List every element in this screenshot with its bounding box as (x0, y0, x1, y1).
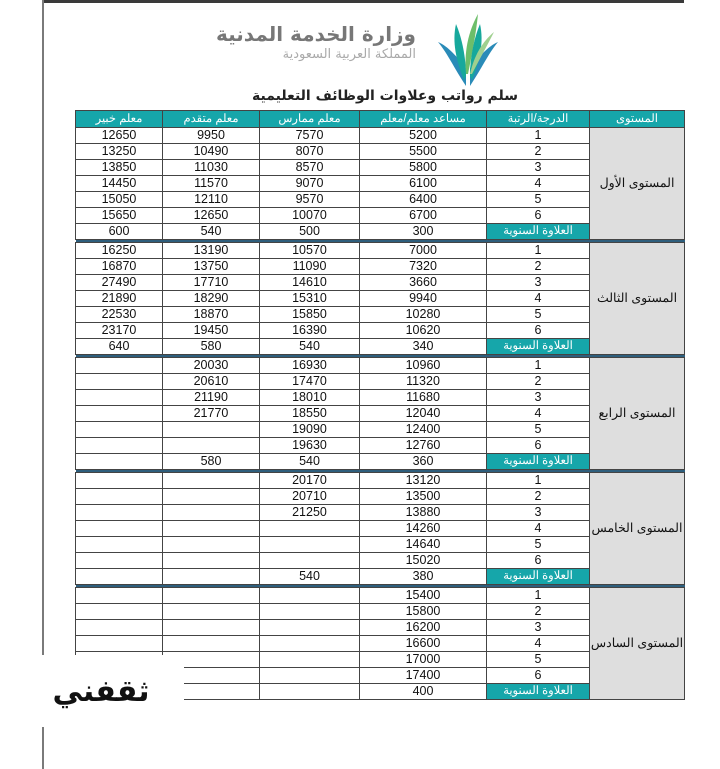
grade-cell: 1 (487, 473, 590, 489)
salary-cell (163, 473, 260, 489)
salary-cell: 6400 (360, 192, 487, 208)
grade-cell: 6 (487, 668, 590, 684)
salary-cell (76, 521, 163, 537)
annual-allowance-cell (76, 454, 163, 470)
annual-allowance-cell: 500 (260, 224, 360, 240)
grade-cell: 2 (487, 604, 590, 620)
grade-cell: 2 (487, 374, 590, 390)
salary-cell: 3660 (360, 275, 487, 291)
table-row (76, 128, 685, 144)
salary-cell: 10960 (360, 358, 487, 374)
grade-cell: 6 (487, 553, 590, 569)
salary-cell: 16390 (260, 323, 360, 339)
salary-cell (76, 473, 163, 489)
salary-cell: 22530 (76, 307, 163, 323)
annual-allowance-label: العلاوة السنوية (487, 339, 590, 355)
salary-cell (76, 358, 163, 374)
salary-cell (76, 537, 163, 553)
salary-cell: 16870 (76, 259, 163, 275)
salary-cell (76, 422, 163, 438)
grade-cell: 6 (487, 438, 590, 454)
salary-cell (260, 668, 360, 684)
salary-cell (76, 620, 163, 636)
salary-cell: 17710 (163, 275, 260, 291)
level-name-cell: المستوى الخامس (590, 473, 685, 585)
annual-allowance-cell: 300 (360, 224, 487, 240)
salary-cell: 10280 (360, 307, 487, 323)
salary-cell: 12110 (163, 192, 260, 208)
salary-cell: 11680 (360, 390, 487, 406)
grade-cell: 5 (487, 422, 590, 438)
salary-cell: 8570 (260, 160, 360, 176)
salary-cell (76, 588, 163, 604)
watermark-logo: ثقفني (18, 655, 184, 727)
salary-cell (163, 438, 260, 454)
salary-cell: 11320 (360, 374, 487, 390)
salary-cell: 15650 (76, 208, 163, 224)
kingdom-name: المملكة العربية السعودية (282, 47, 416, 62)
salary-cell: 14450 (76, 176, 163, 192)
salary-cell: 20610 (163, 374, 260, 390)
table-row (76, 243, 685, 259)
header-grade: الدرجة/الرتبة (487, 111, 590, 128)
salary-cell (260, 553, 360, 569)
salary-cell: 12650 (163, 208, 260, 224)
annual-allowance-label: العلاوة السنوية (487, 569, 590, 585)
table-row (76, 358, 685, 374)
salary-cell: 10620 (360, 323, 487, 339)
salary-cell: 9070 (260, 176, 360, 192)
salary-cell: 18550 (260, 406, 360, 422)
grade-cell: 6 (487, 323, 590, 339)
annual-allowance-label: العلاوة السنوية (487, 454, 590, 470)
salary-cell (76, 374, 163, 390)
salary-cell (76, 604, 163, 620)
salary-cell: 21890 (76, 291, 163, 307)
level-name-cell: المستوى الأول (590, 128, 685, 240)
ministry-name: وزارة الخدمة المدنية (215, 22, 416, 46)
salary-cell: 12040 (360, 406, 487, 422)
salary-cell: 14640 (360, 537, 487, 553)
salary-cell: 15800 (360, 604, 487, 620)
salary-cell (163, 537, 260, 553)
salary-cell: 15310 (260, 291, 360, 307)
salary-cell (163, 620, 260, 636)
salary-cell: 19450 (163, 323, 260, 339)
salary-cell (163, 422, 260, 438)
grade-cell: 5 (487, 537, 590, 553)
grade-cell: 3 (487, 275, 590, 291)
salary-cell (260, 636, 360, 652)
table-header-row (76, 111, 685, 128)
salary-cell: 12400 (360, 422, 487, 438)
annual-allowance-cell: 340 (360, 339, 487, 355)
grade-cell: 1 (487, 128, 590, 144)
salary-cell: 13250 (76, 144, 163, 160)
salary-cell: 19090 (260, 422, 360, 438)
salary-cell (163, 636, 260, 652)
salary-cell: 9570 (260, 192, 360, 208)
salary-cell: 5500 (360, 144, 487, 160)
annual-allowance-cell (76, 569, 163, 585)
salary-cell (76, 505, 163, 521)
salary-cell: 10570 (260, 243, 360, 259)
salary-cell: 11570 (163, 176, 260, 192)
salary-cell: 6700 (360, 208, 487, 224)
salary-cell: 15850 (260, 307, 360, 323)
grade-cell: 3 (487, 505, 590, 521)
document-header (180, 8, 510, 88)
salary-cell (163, 489, 260, 505)
salary-cell (76, 553, 163, 569)
salary-cell: 15020 (360, 553, 487, 569)
salary-cell: 16200 (360, 620, 487, 636)
salary-cell: 9950 (163, 128, 260, 144)
annual-allowance-cell: 580 (163, 454, 260, 470)
grade-cell: 4 (487, 521, 590, 537)
salary-cell (163, 604, 260, 620)
header-level: المستوى (590, 111, 685, 128)
salary-cell: 17400 (360, 668, 487, 684)
level-name-cell: المستوى السادس (590, 588, 685, 700)
salary-cell: 12650 (76, 128, 163, 144)
grade-cell: 3 (487, 160, 590, 176)
salary-cell (163, 505, 260, 521)
salary-cell: 21250 (260, 505, 360, 521)
ministry-logo-icon (426, 8, 510, 92)
salary-cell: 21770 (163, 406, 260, 422)
salary-cell: 13750 (163, 259, 260, 275)
salary-cell: 13880 (360, 505, 487, 521)
salary-cell: 20030 (163, 358, 260, 374)
salary-cell: 13850 (76, 160, 163, 176)
salary-cell: 16600 (360, 636, 487, 652)
annual-allowance-cell: 380 (360, 569, 487, 585)
table-body (76, 128, 685, 700)
salary-cell: 19630 (260, 438, 360, 454)
salary-cell: 13500 (360, 489, 487, 505)
salary-cell: 7000 (360, 243, 487, 259)
salary-cell: 14610 (260, 275, 360, 291)
salary-cell: 15400 (360, 588, 487, 604)
level-name-cell: المستوى الرابع (590, 358, 685, 470)
grade-cell: 2 (487, 144, 590, 160)
salary-cell (260, 588, 360, 604)
table-row (76, 588, 685, 604)
annual-allowance-cell: 580 (163, 339, 260, 355)
table-title: سلم رواتب وعلاوات الوظائف التعليمية (252, 88, 518, 104)
salary-cell: 15050 (76, 192, 163, 208)
grade-cell: 1 (487, 243, 590, 259)
annual-allowance-cell: 540 (163, 224, 260, 240)
grade-cell: 4 (487, 406, 590, 422)
annual-allowance-cell: 540 (260, 454, 360, 470)
salary-cell: 5800 (360, 160, 487, 176)
grade-cell: 5 (487, 307, 590, 323)
left-border-line (42, 0, 44, 769)
salary-cell: 16250 (76, 243, 163, 259)
salary-cell (76, 406, 163, 422)
salary-cell: 20710 (260, 489, 360, 505)
salary-cell: 18290 (163, 291, 260, 307)
header-practitioner-teacher: معلم ممارس (260, 111, 360, 128)
salary-cell: 27490 (76, 275, 163, 291)
grade-cell: 4 (487, 636, 590, 652)
salary-cell: 17470 (260, 374, 360, 390)
salary-cell (76, 438, 163, 454)
header-expert-teacher: معلم خبير (76, 111, 163, 128)
salary-cell: 13120 (360, 473, 487, 489)
salary-cell: 23170 (76, 323, 163, 339)
salary-cell: 11090 (260, 259, 360, 275)
salary-cell: 18870 (163, 307, 260, 323)
salary-cell (260, 521, 360, 537)
grade-cell: 4 (487, 176, 590, 192)
grade-cell: 3 (487, 620, 590, 636)
salary-cell: 7570 (260, 128, 360, 144)
salary-cell (260, 620, 360, 636)
annual-allowance-cell: 540 (260, 339, 360, 355)
salary-table (75, 110, 685, 700)
salary-cell: 20170 (260, 473, 360, 489)
salary-cell: 17000 (360, 652, 487, 668)
header-advanced-teacher: معلم متقدم (163, 111, 260, 128)
salary-cell: 21190 (163, 390, 260, 406)
grade-cell: 5 (487, 652, 590, 668)
salary-cell: 7320 (360, 259, 487, 275)
annual-allowance-cell: 360 (360, 454, 487, 470)
annual-allowance-cell (163, 569, 260, 585)
salary-cell: 9940 (360, 291, 487, 307)
salary-cell (260, 652, 360, 668)
annual-allowance-cell (260, 684, 360, 700)
salary-cell: 13190 (163, 243, 260, 259)
salary-cell (76, 489, 163, 505)
salary-cell (260, 537, 360, 553)
annual-allowance-cell: 640 (76, 339, 163, 355)
grade-cell: 2 (487, 489, 590, 505)
annual-allowance-label: العلاوة السنوية (487, 224, 590, 240)
salary-cell: 18010 (260, 390, 360, 406)
annual-allowance-cell: 400 (360, 684, 487, 700)
table-row (76, 473, 685, 489)
grade-cell: 6 (487, 208, 590, 224)
salary-cell: 10490 (163, 144, 260, 160)
grade-cell: 3 (487, 390, 590, 406)
salary-cell: 5200 (360, 128, 487, 144)
salary-cell: 11030 (163, 160, 260, 176)
salary-cell: 16930 (260, 358, 360, 374)
salary-cell: 8070 (260, 144, 360, 160)
salary-cell (163, 521, 260, 537)
salary-cell (163, 588, 260, 604)
salary-cell: 6100 (360, 176, 487, 192)
grade-cell: 5 (487, 192, 590, 208)
grade-cell: 1 (487, 358, 590, 374)
header-assistant-teacher: مساعد معلم/معلم (360, 111, 487, 128)
salary-cell (163, 553, 260, 569)
grade-cell: 2 (487, 259, 590, 275)
top-border-line (42, 0, 684, 3)
grade-cell: 1 (487, 588, 590, 604)
annual-allowance-label: العلاوة السنوية (487, 684, 590, 700)
salary-cell: 12760 (360, 438, 487, 454)
level-name-cell: المستوى الثالث (590, 243, 685, 355)
salary-cell (76, 390, 163, 406)
salary-cell (76, 636, 163, 652)
salary-cell (260, 604, 360, 620)
annual-allowance-cell: 600 (76, 224, 163, 240)
annual-allowance-cell: 540 (260, 569, 360, 585)
salary-cell: 10070 (260, 208, 360, 224)
grade-cell: 4 (487, 291, 590, 307)
salary-cell: 14260 (360, 521, 487, 537)
